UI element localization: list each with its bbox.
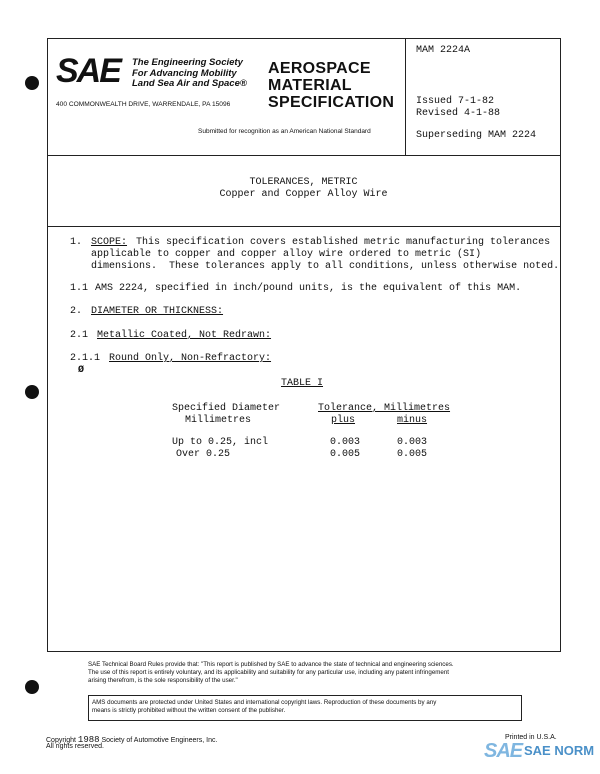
punch-hole-top [25,76,39,90]
title-divider [47,226,560,227]
table-row-1-diameter: Up to 0.25, incl [172,437,269,448]
printed-in: Printed in U.S.A. [505,734,557,741]
punch-hole-middle [25,385,39,399]
table-caption: TABLE I [281,378,324,389]
table-row-2-minus: 0.005 [397,449,428,460]
copyright-org: Society of Automotive Engineers, Inc. [101,737,218,744]
header-divider-horizontal [47,155,560,156]
issued-date: Issued 7-1-82 [416,96,495,107]
section-2-number: 2. [70,306,83,317]
section-1-1-number: 1.1 [70,283,89,294]
sae-tagline [132,58,247,90]
sae-norm-watermark [484,740,594,768]
watermark-logo-mark: SAE [484,740,523,762]
sae-logo: SAE [56,52,120,90]
table-plus-header: plus [331,415,356,426]
table-col1-header-2: Millimetres [185,415,252,426]
title-line-2: Copper and Copper Alloy Wire [219,189,388,200]
section-1-1-text: AMS 2224, specified in inch/pound units, is the equivalent of this MAM. [95,283,522,294]
sae-address: 400 COMMONWEALTH DRIVE, WARRENDALE, PA 15096 [56,101,231,108]
watermark-text: SAE NORM [524,743,595,758]
section-2-1-heading: Metallic Coated, Not Redrawn: [97,330,272,341]
section-1-line-3: dimensions. These tolerances apply to all conditions, unless otherwise noted. [91,261,560,272]
revised-date: Revised 4-1-88 [416,108,501,119]
tagline-line-3: Land Sea Air and Space® [132,78,247,89]
table-col2-header: Tolerance, Millimetres [318,403,451,414]
doc-type-line-1: AEROSPACE [268,60,371,77]
table-minus-header: minus [397,415,428,426]
section-2-1-1-heading: Round Only, Non-Refractory: [109,353,272,364]
copyright-year: 1988 [77,735,100,745]
all-rights-reserved: All rights reserved. [46,743,104,750]
copyright-notice-line-1: AMS documents are protected under United States and international copyright laws. Reproduction of these documents by any [92,699,437,706]
section-1-number: 1. [70,237,83,248]
tagline-line-1: The Engineering Society [132,57,243,68]
copyright-notice-line-2: means is strictly prohibited without the written consent of the publisher. [92,707,286,714]
table-row-1-plus: 0.003 [330,437,361,448]
submitted-note: Submitted for recognition as an American National Standard [198,128,371,135]
document-type [268,60,394,111]
doc-type-line-3: SPECIFICATION [268,94,395,111]
tagline-line-2: For Advancing Mobility [132,67,237,79]
table-col1-header-1: Specified Diameter [172,403,281,414]
section-2-1-number: 2.1 [70,330,89,341]
board-rules-line-3: arising therefrom, is the sole responsibility of the user." [88,677,238,684]
section-2-heading: DIAMETER OR THICKNESS: [91,306,224,317]
superseding-note: Superseding MAM 2224 [416,130,537,141]
table-row-1-minus: 0.003 [397,437,428,448]
table-row-2-diameter: Over 0.25 [176,449,231,460]
title-line-1: TOLERANCES, METRIC [249,177,358,188]
header-divider-vertical [405,38,406,155]
punch-hole-bottom [25,680,39,694]
section-1-line-2: applicable to copper and copper alloy wire ordered to metric (SI) [91,249,482,260]
copyright-word: Copyright [46,737,76,744]
section-1-heading: SCOPE: [91,237,128,248]
section-2-1-1-number: 2.1.1 [70,353,101,364]
spec-number: MAM 2224A [416,45,471,56]
table-row-2-plus: 0.005 [330,449,361,460]
section-1-line-1: This specification covers established metric manufacturing tolerances [136,237,551,248]
board-rules-line-1: SAE Technical Board Rules provide that: "This report is published by SAE to advance the state of technical and engineering sciences. [88,661,454,668]
doc-type-line-2: MATERIAL [268,77,352,94]
revision-mark: Ø [78,365,85,376]
board-rules-line-2: The use of this report is entirely voluntary, and its applicability and suitability for any particular use, including any patent infringement [88,669,450,676]
